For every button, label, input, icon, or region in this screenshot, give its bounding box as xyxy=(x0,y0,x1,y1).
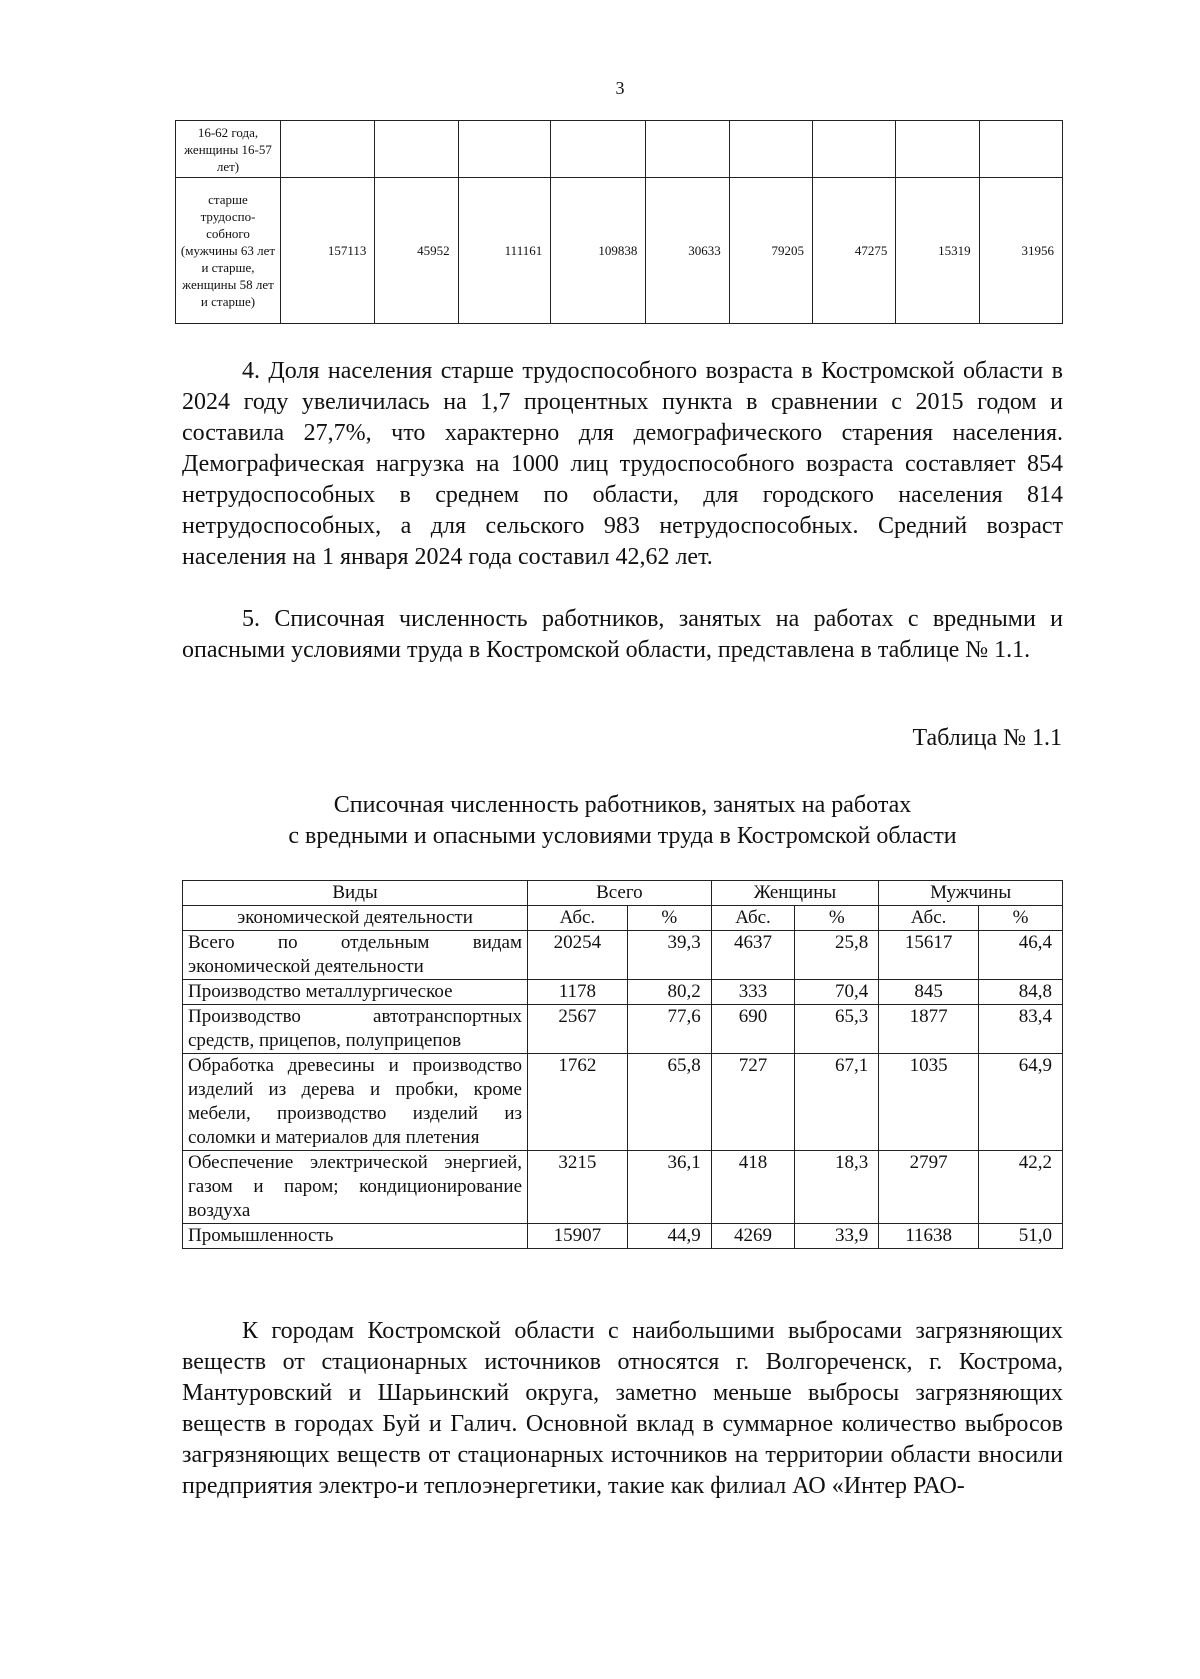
table-cell: 2797 xyxy=(879,1151,979,1224)
header-col1-line2: экономической деятельности xyxy=(183,906,528,931)
table-cell: 20254 xyxy=(528,931,628,980)
table-row xyxy=(176,178,1063,324)
table-row xyxy=(183,1224,1063,1249)
row-label: старше трудоспо-собного (мужчины 63 лет и старше, женщины 58 лет и старше) xyxy=(176,178,281,324)
table-cell: 42,2 xyxy=(978,1151,1062,1224)
table-cell: 845 xyxy=(879,980,979,1005)
table-cell xyxy=(979,121,1062,178)
table-cell: 4637 xyxy=(711,931,795,980)
table-cell: 11638 xyxy=(879,1224,979,1249)
table-cell: 51,0 xyxy=(978,1224,1062,1249)
table-cell: 15319 xyxy=(896,178,979,324)
table-cell: 83,4 xyxy=(978,1005,1062,1054)
table-cell: 25,8 xyxy=(795,931,879,980)
population-table-continuation xyxy=(175,120,1063,324)
table-cell: 2567 xyxy=(528,1005,628,1054)
header-group-women: Женщины xyxy=(711,881,879,906)
paragraph-final xyxy=(182,1316,1063,1502)
activity-name: Производство автотранспортных средств, прицепов, полуприцепов xyxy=(183,1005,528,1054)
paragraph-final-text: К городам Костромской области с наибольшими выбросами загрязняющих веществ от стационарных источников относятся г. Волгореченск, г. Кострома, Мантуровский и Шарьинский округа, заметно меньше выбросы загрязняющих веществ в городах Буй и Галич. Основной вклад в суммарное количество выбросов загрязняющих веществ от стационарных источников на территории области вносили предприятия электро-и теплоэнергетики, такие как филиал АО «Интер РАО- xyxy=(182,1318,1063,1499)
table-cell: 47275 xyxy=(813,178,896,324)
table-cell: 67,1 xyxy=(795,1054,879,1151)
table-cell: 31956 xyxy=(979,178,1062,324)
header-group-total: Всего xyxy=(528,881,712,906)
table-cell: 36,1 xyxy=(627,1151,711,1224)
table-title xyxy=(182,790,1063,852)
paragraph-5 xyxy=(182,604,1063,666)
table-title-line-2: с вредными и опасными условиями труда в Костромской области xyxy=(288,823,957,849)
table-row xyxy=(183,1054,1063,1151)
table-row xyxy=(183,980,1063,1005)
table-cell: 80,2 xyxy=(627,980,711,1005)
paragraph-5-text: 5. Списочная численность работников, занятых на работах с вредными и опасными условиями труда в Костромской области, представлена в таблице № 1.1. xyxy=(182,606,1063,663)
table-cell: 84,8 xyxy=(978,980,1062,1005)
header-col1-line1: Виды xyxy=(332,882,378,903)
table-cell xyxy=(458,121,551,178)
table-row xyxy=(183,931,1063,980)
table-cell: 33,9 xyxy=(795,1224,879,1249)
table-cell: 727 xyxy=(711,1054,795,1151)
table-cell: 44,9 xyxy=(627,1224,711,1249)
activity-name: Производство металлургическое xyxy=(183,980,528,1005)
subheader-cell: % xyxy=(795,906,879,931)
table-cell xyxy=(646,121,729,178)
table-cell: 418 xyxy=(711,1151,795,1224)
table-row xyxy=(183,1151,1063,1224)
subheader-cell: % xyxy=(627,906,711,931)
table-subheader-row xyxy=(183,906,1063,931)
table-cell: 1178 xyxy=(528,980,628,1005)
table-cell: 15907 xyxy=(528,1224,628,1249)
subheader-cell: % xyxy=(978,906,1062,931)
header-activity-type xyxy=(183,881,528,906)
row-label: 16-62 года, женщины 16-57 лет) xyxy=(176,121,281,178)
table-cell: 65,3 xyxy=(795,1005,879,1054)
subheader-cell: Абс. xyxy=(879,906,979,931)
table-header-row xyxy=(183,881,1063,906)
table-cell xyxy=(729,121,812,178)
table-cell: 70,4 xyxy=(795,980,879,1005)
activity-name: Всего по отдельным видам экономической деятельности xyxy=(183,931,528,980)
table-title-line-1: Списочная численность работников, занятых на работах xyxy=(333,792,912,818)
table-cell: 111161 xyxy=(458,178,551,324)
table-cell: 157113 xyxy=(281,178,375,324)
table-cell: 46,4 xyxy=(978,931,1062,980)
table-cell: 4269 xyxy=(711,1224,795,1249)
table-caption: Таблица № 1.1 xyxy=(912,725,1062,751)
table-cell: 1762 xyxy=(528,1054,628,1151)
paragraph-4-text: 4. Доля населения старше трудоспособного возраста в Костромской области в 2024 году увеличилась на 1,7 процентных пункта в сравнении с 2015 годом и составила 27,7%, что характерно для демографического старения населения. Демографическая нагрузка на 1000 лиц трудоспособного возраста составляет 854 нетрудоспособных в среднем по области, для городского населения 814 нетрудоспособных, а для сельского 983 нетрудоспособных. Средний возраст населения на 1 января 2024 года составил 42,62 лет. xyxy=(182,358,1063,570)
table-cell: 77,6 xyxy=(627,1005,711,1054)
table-cell xyxy=(896,121,979,178)
table-cell: 79205 xyxy=(729,178,812,324)
workers-hazardous-conditions-table xyxy=(182,880,1063,1249)
subheader-cell: Абс. xyxy=(528,906,628,931)
table-cell: 3215 xyxy=(528,1151,628,1224)
activity-name: Обеспечение электрической энергией, газом и паром; кондиционирование воздуха xyxy=(183,1151,528,1224)
table-cell: 1035 xyxy=(879,1054,979,1151)
table-cell: 65,8 xyxy=(627,1054,711,1151)
table-cell: 39,3 xyxy=(627,931,711,980)
activity-name: Обработка древесины и производство изделий из дерева и пробки, кроме мебели, производство изделий из соломки и материалов для плетения xyxy=(183,1054,528,1151)
table-cell xyxy=(281,121,375,178)
table-cell: 30633 xyxy=(646,178,729,324)
paragraph-4 xyxy=(182,356,1063,573)
table-cell xyxy=(551,121,646,178)
subheader-cell: Абс. xyxy=(711,906,795,931)
table-cell: 333 xyxy=(711,980,795,1005)
table-cell: 15617 xyxy=(879,931,979,980)
table-cell: 45952 xyxy=(375,178,458,324)
table-cell: 18,3 xyxy=(795,1151,879,1224)
table-row xyxy=(183,1005,1063,1054)
table-row xyxy=(176,121,1063,178)
header-group-men: Мужчины xyxy=(879,881,1063,906)
table-cell xyxy=(813,121,896,178)
table-cell xyxy=(375,121,458,178)
table-cell: 1877 xyxy=(879,1005,979,1054)
page-number: 3 xyxy=(615,78,625,98)
table-cell: 109838 xyxy=(551,178,646,324)
table-cell: 64,9 xyxy=(978,1054,1062,1151)
table-cell: 690 xyxy=(711,1005,795,1054)
activity-name: Промышленность xyxy=(183,1224,528,1249)
